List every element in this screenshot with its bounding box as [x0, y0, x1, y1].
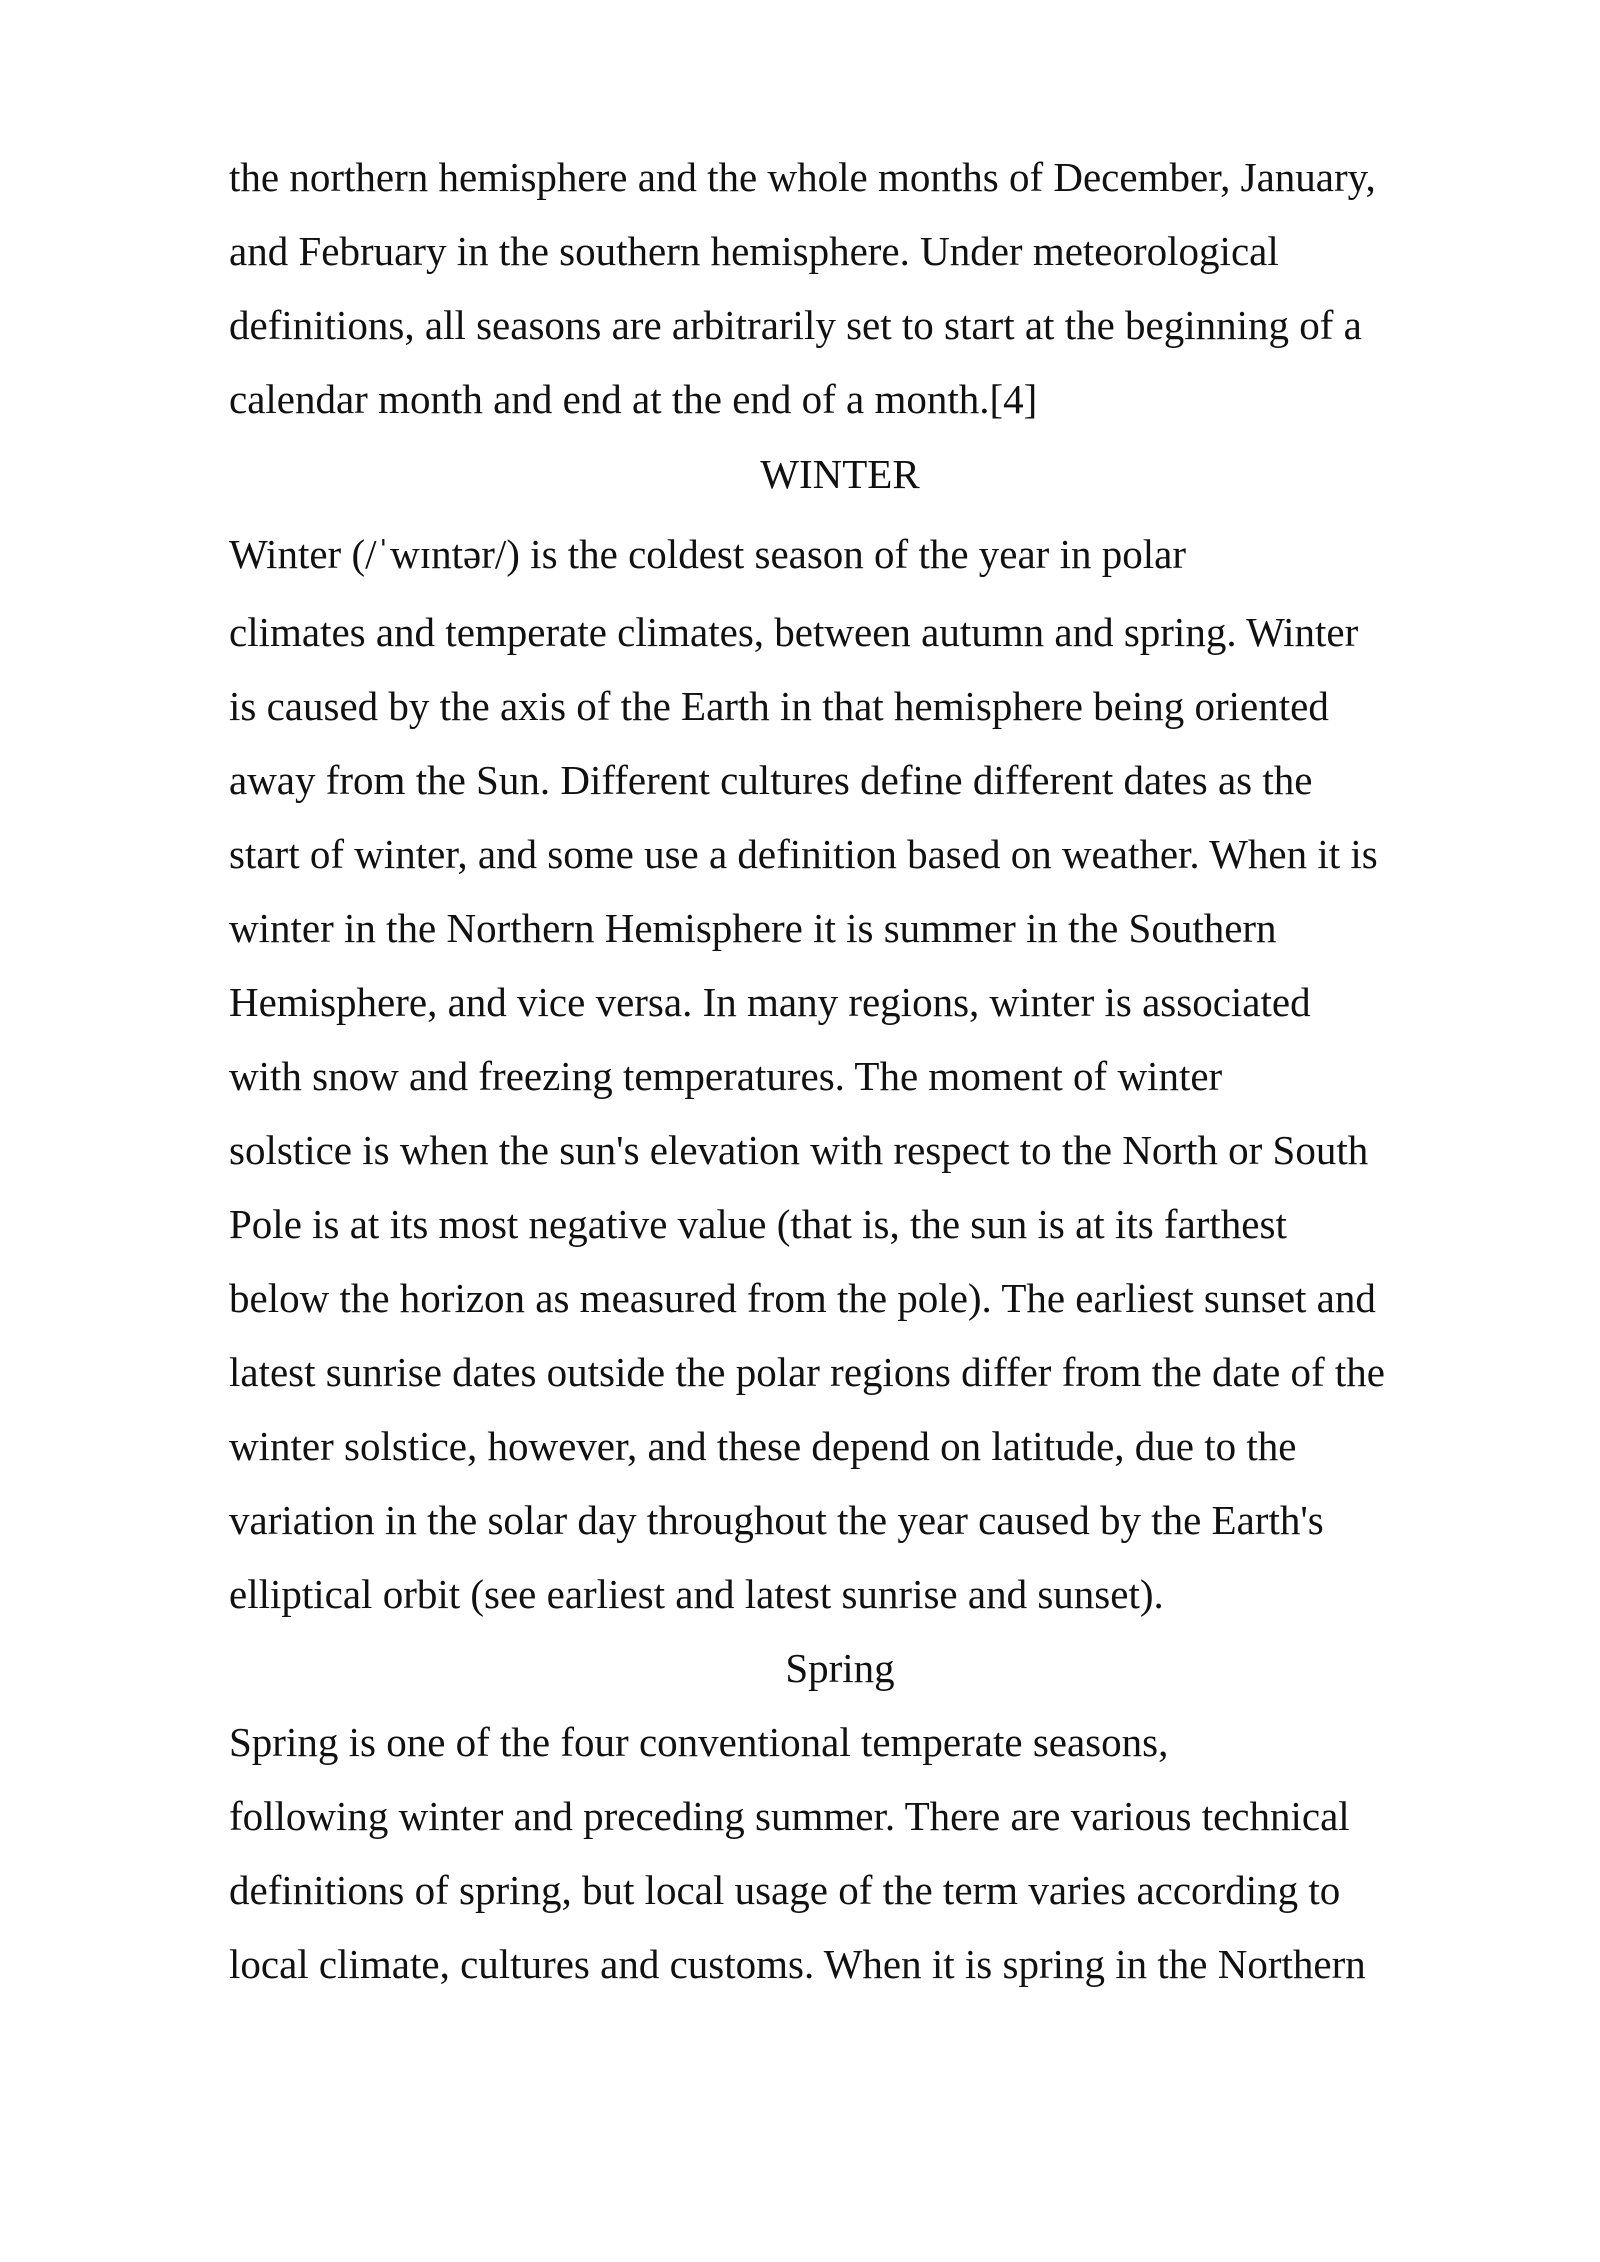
spring-line: definitions of spring, but local usage of the term varies according to [229, 1867, 1341, 1913]
spring-line: Spring is one of the four conventional temperate seasons, [229, 1719, 1169, 1765]
winter-line: Winter (/ˈwɪntər/) is the coldest season of the year in polar [229, 531, 1186, 577]
winter-line: below the horizon as measured from the pole). The earliest sunset and [229, 1275, 1376, 1321]
intro-line: calendar month and end at the end of a month.[4] [229, 376, 1038, 422]
spring-line: following winter and preceding summer. There are various technical [229, 1793, 1350, 1839]
intro-line: the northern hemisphere and the whole months of December, January, [229, 154, 1376, 200]
winter-line: winter solstice, however, and these depend on latitude, due to the [229, 1423, 1297, 1469]
intro-line: definitions, all seasons are arbitrarily set to start at the beginning of a [229, 302, 1362, 348]
spring-line: local climate, cultures and customs. When it is spring in the Northern [229, 1941, 1366, 1987]
section-heading-spring: Spring [785, 1645, 895, 1691]
winter-line: variation in the solar day throughout the year caused by the Earth's [229, 1497, 1324, 1543]
winter-line: climates and temperate climates, between autumn and spring. Winter [229, 609, 1359, 655]
winter-line: latest sunrise dates outside the polar regions differ from the date of the [229, 1349, 1386, 1395]
section-heading-winter: WINTER [760, 451, 920, 497]
winter-line: winter in the Northern Hemisphere it is summer in the Southern [229, 905, 1277, 951]
winter-line: away from the Sun. Different cultures define different dates as the [229, 757, 1313, 803]
winter-line: Hemisphere, and vice versa. In many regions, winter is associated [229, 979, 1311, 1025]
winter-line: start of winter, and some use a definition based on weather. When it is [229, 831, 1378, 877]
winter-line: is caused by the axis of the Earth in that hemisphere being oriented [229, 683, 1329, 729]
winter-line: solstice is when the sun's elevation with respect to the North or South [229, 1127, 1369, 1173]
winter-line: Pole is at its most negative value (that is, the sun is at its farthest [229, 1201, 1287, 1247]
intro-line: and February in the southern hemisphere. Under meteorological [229, 228, 1279, 274]
winter-line: with snow and freezing temperatures. The moment of winter [229, 1053, 1223, 1099]
winter-line: elliptical orbit (see earliest and latest sunrise and sunset). [229, 1571, 1164, 1617]
